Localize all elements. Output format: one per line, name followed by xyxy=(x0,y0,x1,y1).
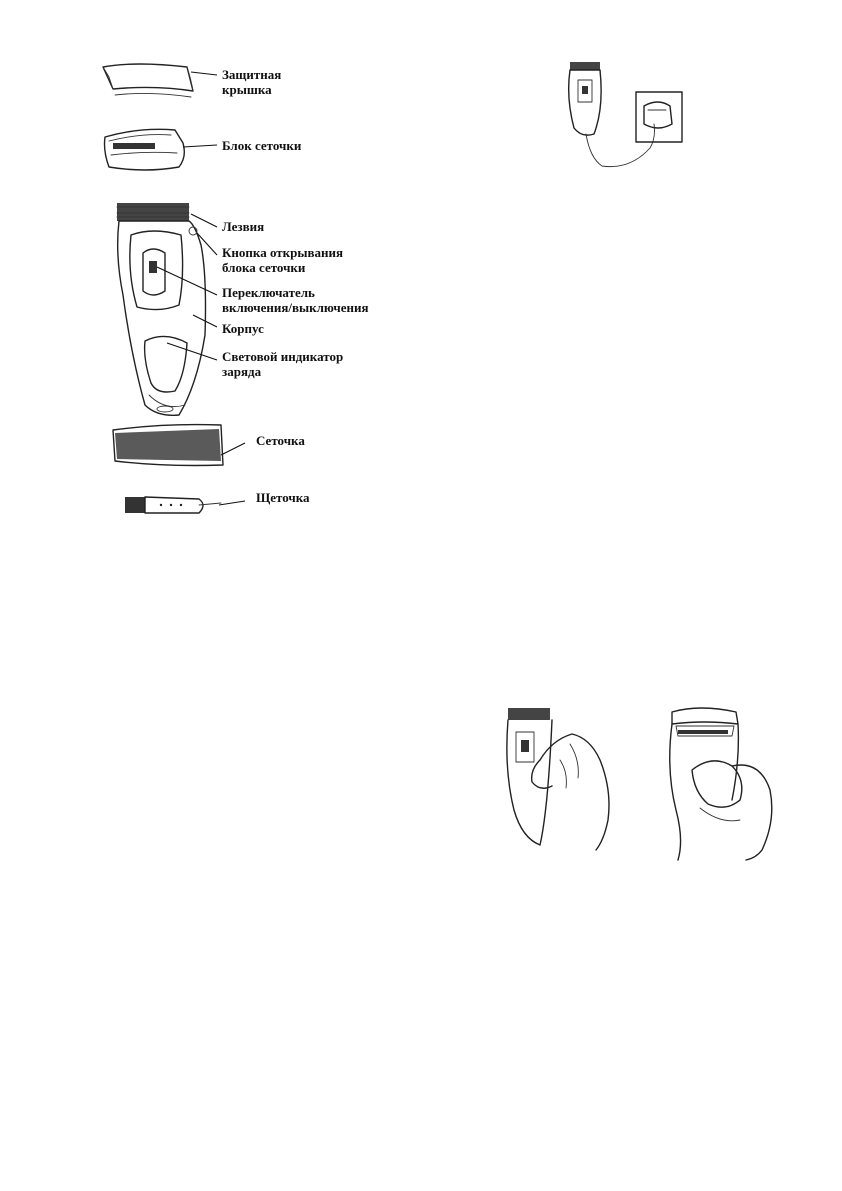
label-brush xyxy=(256,490,310,505)
label-charge-indicator xyxy=(222,349,343,379)
shaver-charging-illustration xyxy=(560,58,690,178)
label-foil xyxy=(256,433,305,448)
shaver-body-illustration xyxy=(117,203,206,415)
label-blades-line1: Лезвия xyxy=(222,219,265,234)
foil-block-lifted-icon xyxy=(670,708,772,860)
label-protective-cap xyxy=(222,67,281,97)
label-blades xyxy=(222,219,264,234)
label-housing-line1: Корпус xyxy=(222,321,264,336)
foil-illustration xyxy=(113,425,223,466)
foil-block-illustration xyxy=(105,129,185,170)
label-foil-block xyxy=(222,138,301,153)
label-charge-indicator-line2: заряда xyxy=(222,364,262,379)
label-foil-block-line1: Блок сеточки xyxy=(222,138,302,153)
opening-foil-block-illustration xyxy=(500,700,790,865)
label-protective-cap-line1: Защитная xyxy=(222,67,282,82)
label-housing xyxy=(222,321,264,336)
protective-cap-illustration xyxy=(103,64,193,97)
brush-illustration xyxy=(125,497,221,513)
label-foil-line1: Сеточка xyxy=(256,433,305,448)
label-protective-cap-line2: крышка xyxy=(222,82,272,97)
hand-pressing-button-icon xyxy=(507,708,609,850)
label-charge-indicator-line1: Световой индикатор xyxy=(222,349,344,364)
label-power-switch xyxy=(222,285,368,315)
label-power-switch-line2: включения/выключения xyxy=(222,300,369,315)
label-foil-release-button xyxy=(222,245,343,275)
label-brush-line1: Щеточка xyxy=(256,490,310,505)
label-foil-release-button-line1: Кнопка открывания xyxy=(222,245,344,260)
label-foil-release-button-line2: блока сеточки xyxy=(222,260,306,275)
label-power-switch-line1: Переключатель xyxy=(222,285,315,300)
